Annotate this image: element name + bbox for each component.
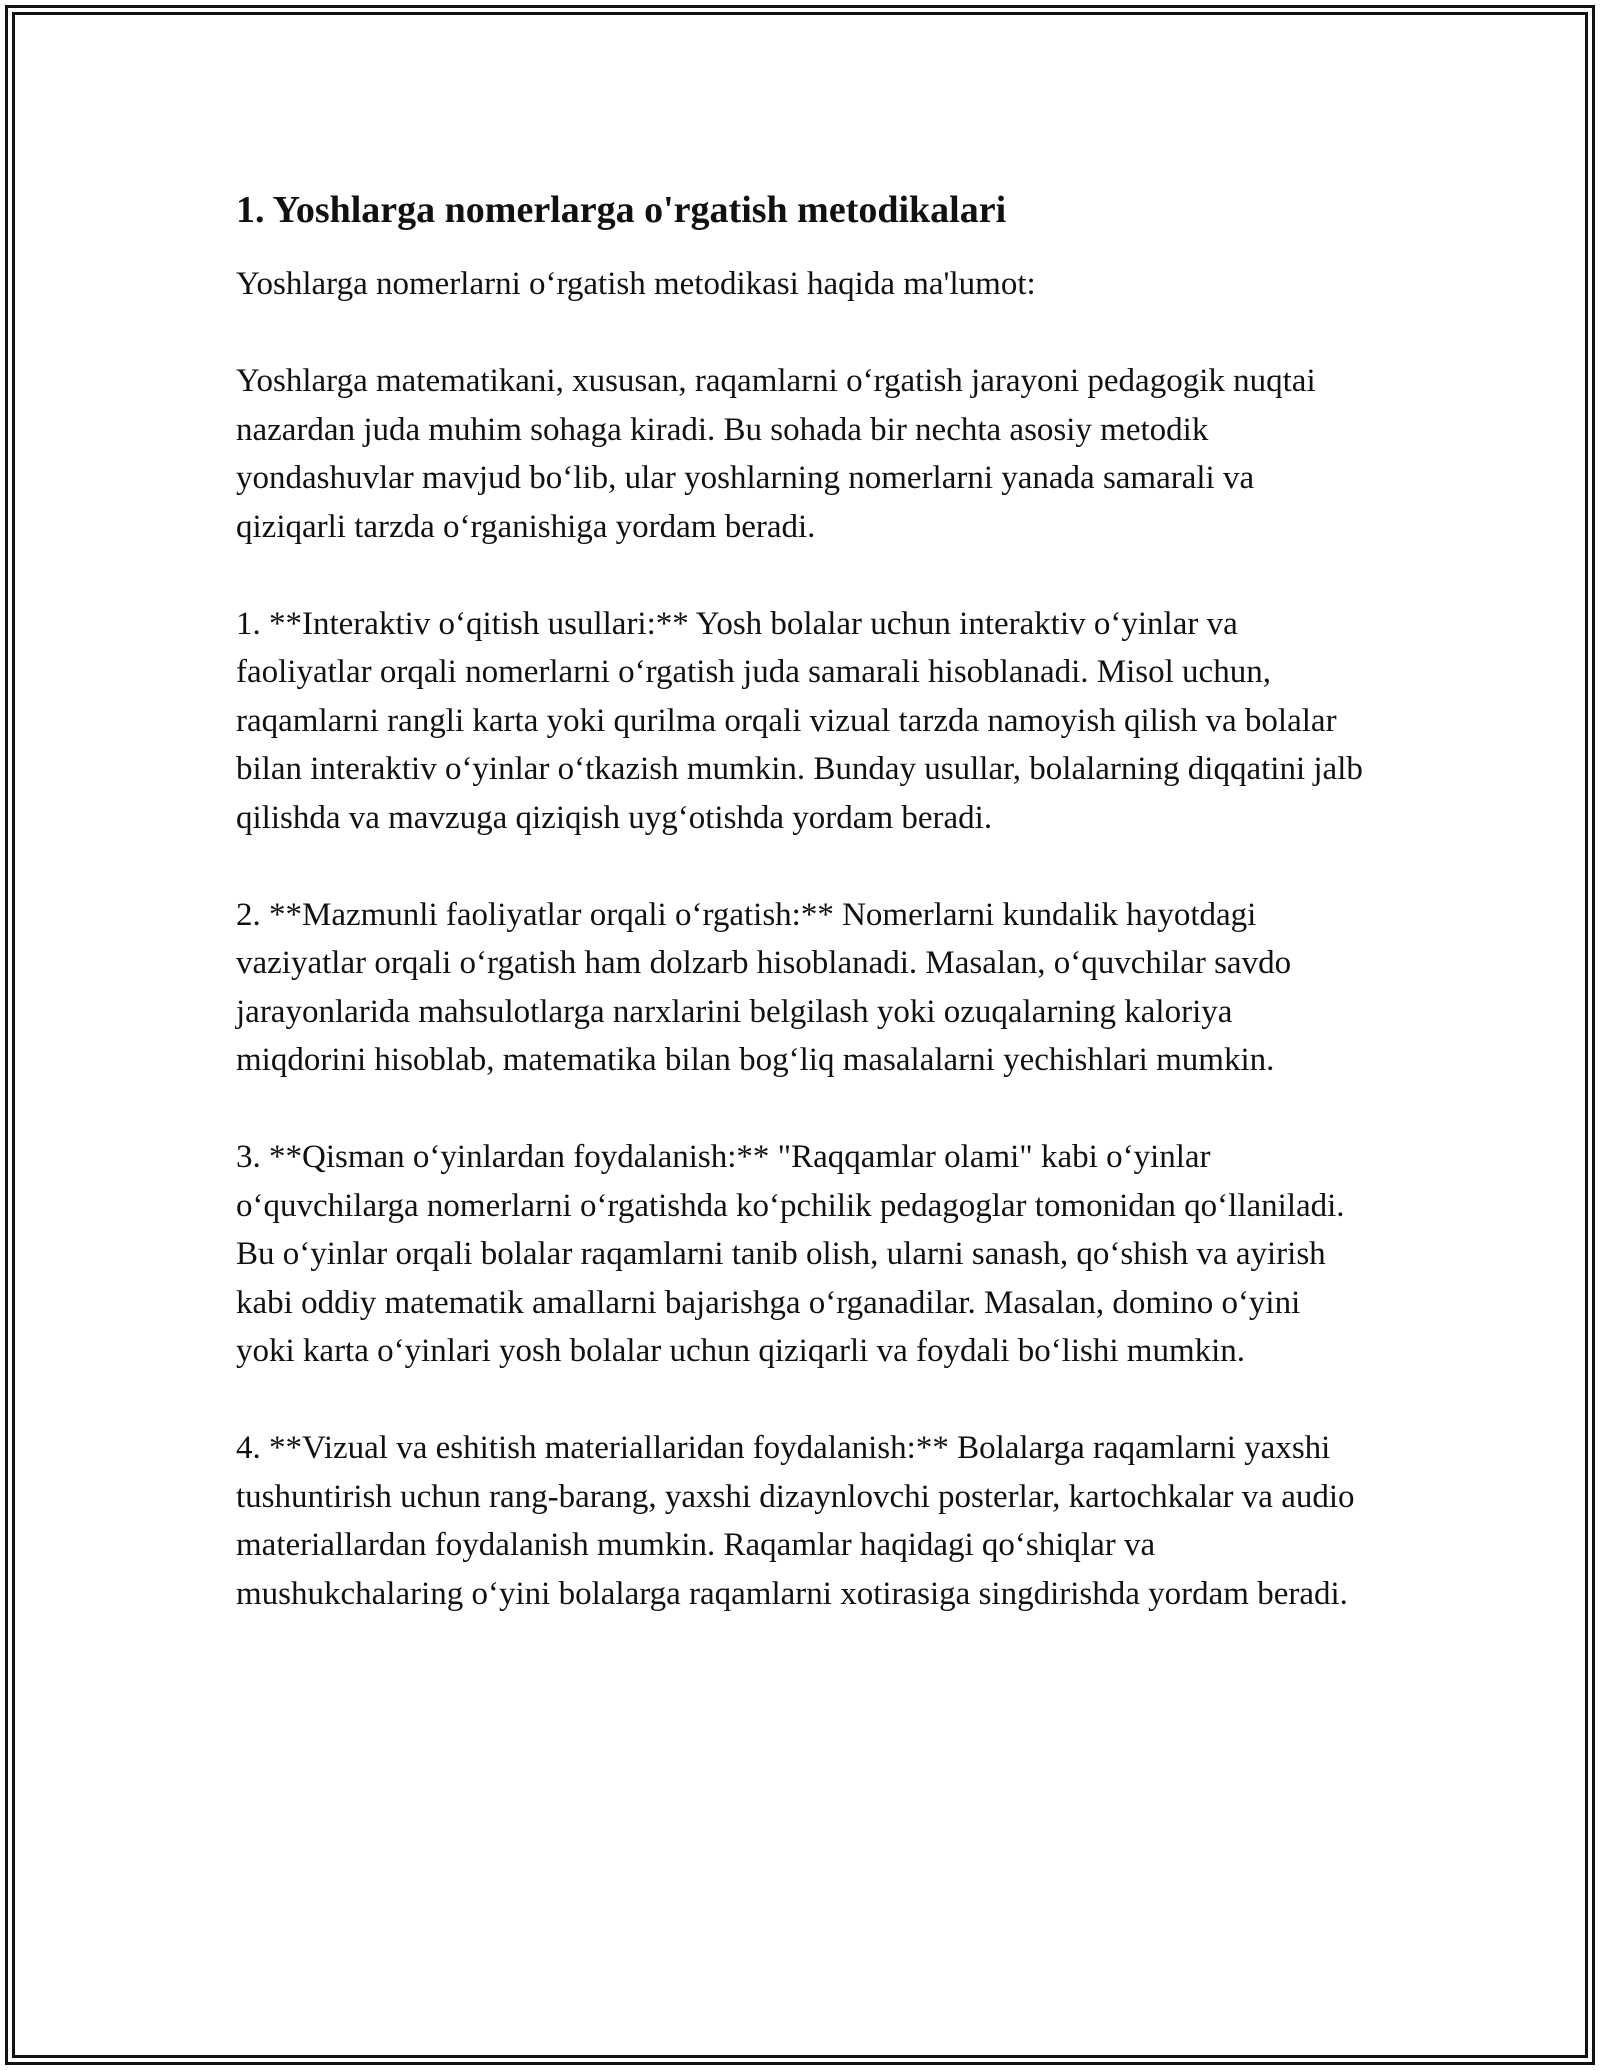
method-1-paragraph: 1. **Interaktiv o‘qitish usullari:** Yosh bolalar uchun interaktiv o‘yinlar va faoliyatlar orqali nomerlarni o‘rgatish juda samarali hisoblanadi. Misol uchun, raqamlarni rangli karta yoki qurilma orqali vizual tarzda namoyish qilish va bolalar bilan interaktiv o‘yinlar o‘tkazish mumkin. Bunday usullar, bolalarning diqqatini jalb qilishda va mavzuga qiziqish uyg‘otishda yordam beradi. [236, 605, 1363, 836]
document-body [236, 186, 1366, 1667]
intro-paragraph: Yoshlarga nomerlarni o‘rgatish metodikasi haqida ma'lumot: [236, 266, 1036, 302]
overview-paragraph: Yoshlarga matematikani, xususan, raqamlarni o‘rgatish jarayoni pedagogik nuqtai nazardan juda muhim sohaga kiradi. Bu sohada bir nechta asosiy metodik yondashuvlar mavjud bo‘lib, ular yoshlarning nomerlarni yanada samarali va qiziqarli tarzda o‘rganishiga yordam beradi. [236, 363, 1316, 545]
method-4-paragraph: 4. **Vizual va eshitish materiallaridan foydalanish:** Bolalarga raqamlarni yaxshi tushuntirish uchun rang-barang, yaxshi dizaynlovchi posterlar, kartochkalar va audio materiallardan foydalanish mumkin. Raqamlar haqidagi qo‘shiqlar va mushukchalaring o‘yini bolalarga raqamlarni xotirasiga singdirishda yordam beradi. [236, 1430, 1355, 1612]
document-title: 1. Yoshlarga nomerlarga o'rgatish metodikalari [236, 189, 1007, 231]
method-3-paragraph: 3. **Qisman o‘yinlardan foydalanish:** "Raqqamlar olami" kabi o‘yinlar o‘quvchilarga nomerlarni o‘rgatishda ko‘pchilik pedagoglar tomonidan qo‘llaniladi. Bu o‘yinlar orqali bolalar raqamlarni tanib olish, ularni sanash, qo‘shish va ayirish kabi oddiy matematik amallarni bajarishga o‘rganadilar. Masalan, domino o‘yini yoki karta o‘yinlari yosh bolalar uchun qiziqarli va foydali bo‘lishi mumkin. [236, 1139, 1345, 1369]
method-2-paragraph: 2. **Mazmunli faoliyatlar orqali o‘rgatish:** Nomerlarni kundalik hayotdagi vaziyatlar orqali o‘rgatish ham dolzarb hisoblanadi. Masalan, o‘quvchilar savdo jarayonlarida mahsulotlarga narxlarini belgilash yoki ozuqalarning kaloriya miqdorini hisoblab, matematika bilan bog‘liq masalalarni yechishlari mumkin. [236, 896, 1292, 1078]
